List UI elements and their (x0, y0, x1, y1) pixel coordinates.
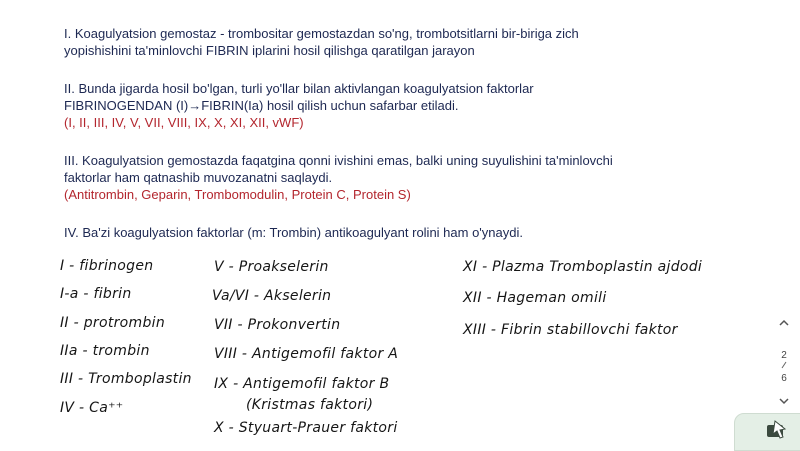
pointer-icon (765, 419, 789, 441)
handwritten-factor-IX-alias: (Kristmas faktori) (246, 397, 374, 413)
current-page-number: 2 (781, 350, 787, 361)
page-navigator (775, 318, 793, 410)
handwritten-factor-XIII: XIII - Fibrin stabillovchi faktor (463, 322, 678, 338)
handwritten-factor-VIII: VIII - Antigemofil faktor A (214, 346, 399, 362)
paragraph-2 (64, 80, 744, 131)
handwritten-factor-X: X - Styuart-Prauer faktori (214, 420, 398, 436)
chevron-up-icon[interactable] (777, 318, 791, 330)
paragraph-3-anticoagulant-list: (Antitrombin, Geparin, Trombomodulin, Protein C, Protein S) (64, 187, 411, 202)
paragraph-1-line-2: yopishishini ta'minlovchi FIBRIN iplarini hosil qilishga qaratilgan jarayon (64, 43, 475, 58)
handwritten-factor-IV: IV - Ca⁺⁺ (60, 400, 124, 416)
handwritten-factor-VII: VII - Prokonvertin (214, 317, 341, 333)
presenter-tool-button[interactable] (734, 413, 800, 451)
paragraph-1 (64, 25, 744, 59)
handwritten-factor-Va: Va/VI - Akselerin (212, 288, 332, 304)
paragraph-4-line-1: IV. Ba'zi koagulyatsion faktorlar (m: Trombin) antikoagulyant rolini ham o'ynaydi. (64, 225, 523, 240)
handwritten-factor-IIa: IIa - trombin (60, 343, 150, 359)
handwritten-factor-IX: IX - Antigemofil faktor B (214, 376, 390, 392)
paragraph-3 (64, 152, 744, 203)
paragraph-2-factor-list: (I, II, III, IV, V, VII, VIII, IX, X, XI, XII, vWF) (64, 115, 304, 130)
handwritten-factor-V: V - Proakselerin (214, 259, 329, 275)
handwritten-factor-XI: XI - Plazma Tromboplastin ajdodi (463, 259, 703, 275)
page-separator (775, 361, 793, 372)
handwritten-factor-XII: XII - Hageman omili (463, 290, 607, 306)
handwritten-factor-Ia: I-a - fibrin (60, 286, 132, 302)
total-pages-number: 6 (781, 373, 787, 384)
paragraph-3-line-2: faktorlar ham qatnashib muvozanatni saqlaydi. (64, 170, 333, 185)
handwritten-factor-I: I - fibrinogen (60, 258, 154, 274)
paragraph-4 (64, 224, 744, 241)
chevron-down-icon[interactable] (777, 396, 791, 408)
paragraph-2-line-1: II. Bunda jigarda hosil bo'lgan, turli yo'llar bilan aktivlangan koagulyatsion faktorlar (64, 81, 534, 96)
paragraph-1-line-1: I. Koagulyatsion gemostaz - trombositar gemostazdan so'ng, trombotsitlarni bir-biriga zich (64, 26, 579, 41)
paragraph-2-line-2: FIBRINOGENDAN (I)→FIBRIN(Ia) hosil qilish uchun safarbar etiladi. (64, 98, 459, 113)
handwritten-factor-II: II - protrombin (60, 315, 166, 331)
handwritten-factor-III: III - Tromboplastin (60, 371, 192, 387)
paragraph-3-line-1: III. Koagulyatsion gemostazda faqatgina qonni ivishini emas, balki uning suyulishini ta'minlovchi (64, 153, 613, 168)
